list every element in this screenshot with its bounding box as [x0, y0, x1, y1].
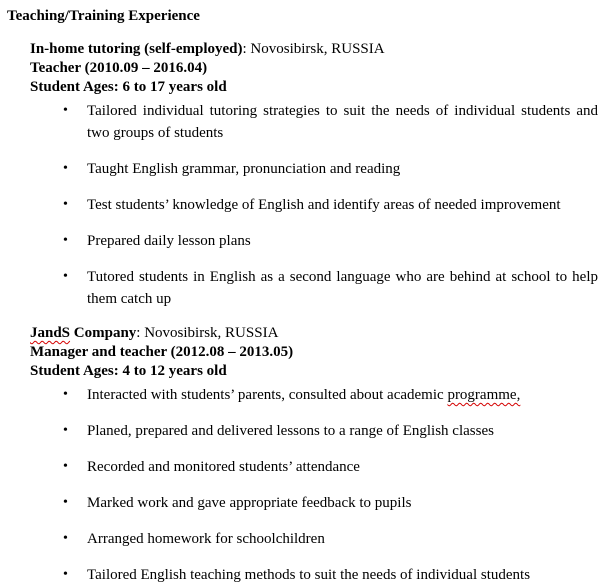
job-ages-line: Student Ages: 4 to 12 years old	[30, 363, 227, 379]
bullet-text-flagged-word: programme,	[447, 387, 521, 403]
job-role-line: Manager and teacher (2012.08 – 2013.05)	[30, 344, 294, 360]
bullet-text: Arranged homework for schoolchildren	[87, 531, 325, 547]
bullet-text: Test students’ knowledge of English and identify areas of needed improvement	[87, 197, 561, 213]
list-item	[7, 230, 600, 252]
bullet-icon: •	[63, 459, 68, 474]
section-title: Teaching/Training Experience	[7, 8, 200, 24]
job-org-name: Company	[70, 325, 137, 341]
job-entry-jands-company	[7, 324, 600, 586]
list-item	[7, 100, 600, 144]
job-org-line	[30, 40, 600, 59]
bullet-icon: •	[63, 103, 68, 118]
list-item	[7, 194, 600, 216]
bullet-text: Planed, prepared and delivered lessons to a range of English classes	[87, 423, 494, 439]
bullet-icon: •	[63, 197, 68, 212]
job-org-name-flagged: JandS	[30, 325, 71, 341]
job-org-location: : Novosibirsk, RUSSIA	[136, 325, 279, 341]
bullet-text: Taught English grammar, pronunciation and reading	[87, 161, 401, 177]
job-org-name: In-home tutoring (self-employed)	[30, 41, 243, 57]
bullet-text-pre: Interacted with students’ parents, consulted about academic	[87, 387, 448, 403]
job-ages-line: Student Ages: 6 to 17 years old	[30, 79, 227, 95]
bullet-text: Tutored students in English as a second language who are behind at school to help them catch up	[87, 269, 602, 307]
bullet-icon: •	[63, 387, 68, 402]
list-item	[7, 528, 600, 550]
list-item	[7, 420, 600, 442]
bullet-icon: •	[63, 423, 68, 438]
job-role-line: Teacher (2010.09 – 2016.04)	[30, 60, 208, 76]
bullet-text: Recorded and monitored students’ attendance	[87, 459, 360, 475]
bullet-icon: •	[63, 567, 68, 582]
list-item	[7, 456, 600, 478]
list-item	[7, 266, 600, 310]
list-item	[7, 492, 600, 514]
bullet-text: Marked work and gave appropriate feedback to pupils	[87, 495, 412, 511]
bullet-text: Tailored individual tutoring strategies to suit the needs of individual students and two groups of students	[87, 103, 602, 141]
list-item	[7, 564, 600, 586]
bullet-icon: •	[63, 269, 68, 284]
job-org-location: : Novosibirsk, RUSSIA	[242, 41, 385, 57]
job-org-line	[30, 324, 600, 343]
list-item	[7, 158, 600, 180]
bullet-icon: •	[63, 495, 68, 510]
job-bullet-list	[7, 100, 600, 310]
job-entry-in-home-tutoring	[7, 40, 600, 310]
bullet-icon: •	[63, 233, 68, 248]
document-page	[7, 7, 600, 586]
bullet-text: Tailored English teaching methods to suit the needs of individual students	[87, 567, 531, 583]
bullet-icon: •	[63, 161, 68, 176]
job-bullet-list	[7, 384, 600, 586]
bullet-text: Prepared daily lesson plans	[87, 233, 251, 249]
bullet-icon: •	[63, 531, 68, 546]
bullet-text	[87, 384, 600, 406]
list-item	[7, 384, 600, 406]
